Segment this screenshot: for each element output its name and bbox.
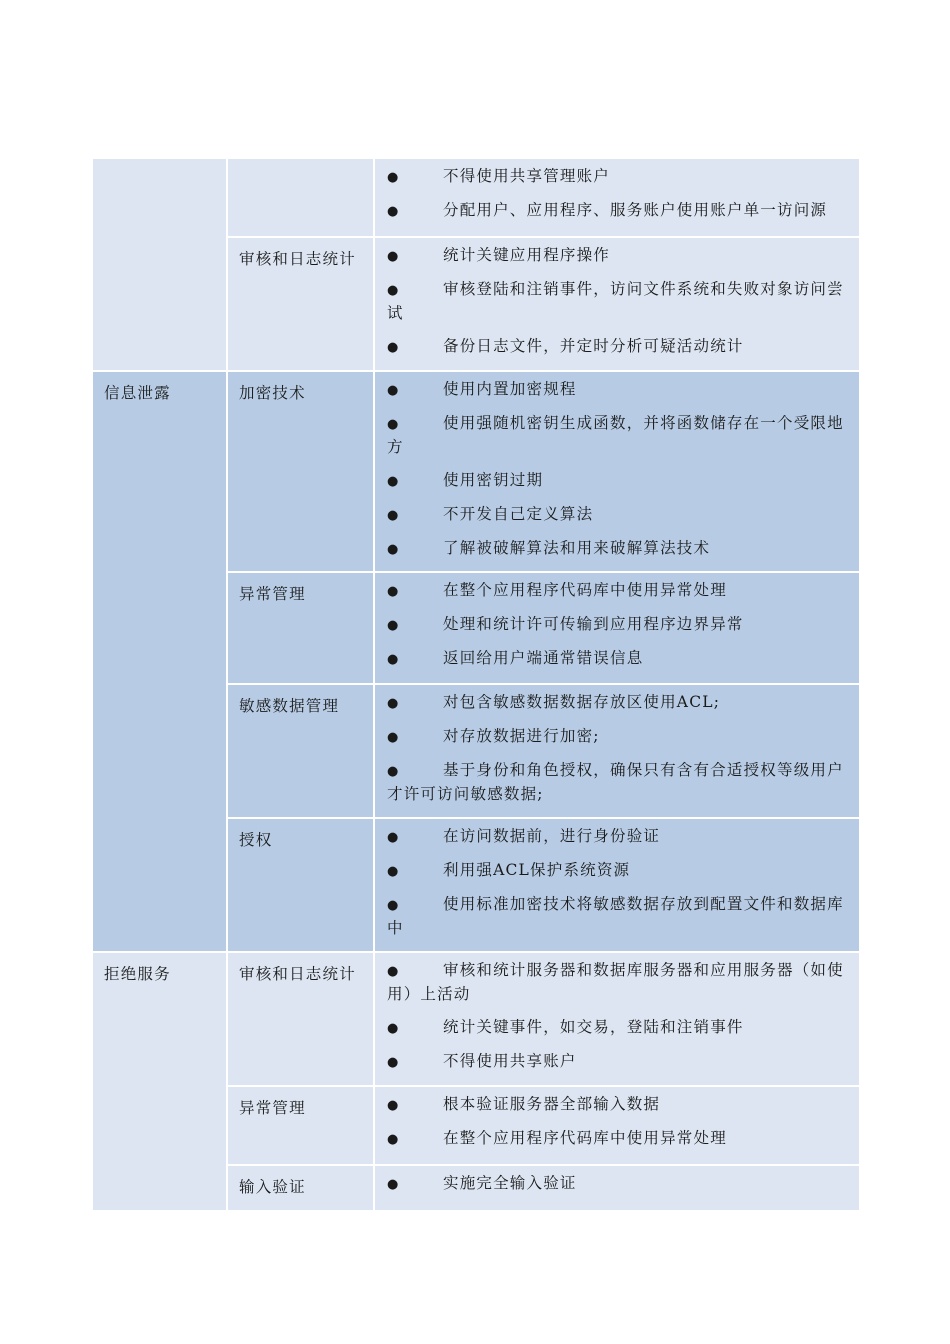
table-row xyxy=(92,371,860,572)
measure-item xyxy=(387,165,847,189)
measure-text: 统计关键应用程序操作 xyxy=(443,246,611,264)
bullet-icon: ● xyxy=(387,170,400,185)
bullet-icon: ● xyxy=(387,1177,400,1192)
measures-cell xyxy=(374,684,860,818)
bullet-icon: ● xyxy=(387,417,400,432)
category-cell xyxy=(227,158,374,237)
bullet-icon: ● xyxy=(387,830,400,845)
measure-text: 返回给用户端通常错误信息 xyxy=(443,649,644,667)
measure-item xyxy=(387,1050,847,1074)
measure-item xyxy=(387,859,847,883)
measure-text: 了解被破解算法和用来破解算法技术 xyxy=(443,539,711,557)
measure-item xyxy=(387,1093,847,1117)
measures-cell xyxy=(374,371,860,572)
measure-item xyxy=(387,199,847,223)
measure-text: 使用密钥过期 xyxy=(443,471,544,489)
category-cell: 审核和日志统计 xyxy=(227,952,374,1086)
measure-item xyxy=(387,244,847,268)
measure-item xyxy=(387,278,847,325)
measure-text: 基于身份和角色授权，确保只有含有合适授权等级用户才许可访问敏感数据; xyxy=(387,761,844,803)
bullet-icon: ● xyxy=(387,898,400,913)
bullet-icon: ● xyxy=(387,652,400,667)
bullet-icon: ● xyxy=(387,1055,400,1070)
table-body xyxy=(92,158,860,1211)
category-cell: 异常管理 xyxy=(227,572,374,684)
measure-text: 根本验证服务器全部输入数据 xyxy=(443,1095,661,1113)
table-row xyxy=(92,158,860,237)
measure-text: 在访问数据前，进行身份验证 xyxy=(443,827,661,845)
measure-item xyxy=(387,1127,847,1151)
bullet-icon: ● xyxy=(387,283,400,298)
measure-item xyxy=(387,335,847,359)
category-cell: 加密技术 xyxy=(227,371,374,572)
measure-text: 实施完全输入验证 xyxy=(443,1174,577,1192)
measure-text: 利用强ACL保护系统资源 xyxy=(443,861,631,879)
measure-text: 审核和统计服务器和数据库服务器和应用服务器（如使用）上活动 xyxy=(387,961,844,1003)
measures-cell xyxy=(374,158,860,237)
measure-text: 不得使用共享管理账户 xyxy=(443,167,611,185)
bullet-icon: ● xyxy=(387,474,400,489)
category-cell: 输入验证 xyxy=(227,1165,374,1211)
measure-text: 在整个应用程序代码库中使用异常处理 xyxy=(443,1129,727,1147)
measure-text: 使用强随机密钥生成函数，并将函数储存在一个受限地方 xyxy=(387,414,844,456)
bullet-icon: ● xyxy=(387,204,400,219)
measure-item xyxy=(387,691,847,715)
measure-item xyxy=(387,613,847,637)
measure-item xyxy=(387,503,847,527)
category-cell: 审核和日志统计 xyxy=(227,237,374,371)
bullet-icon: ● xyxy=(387,618,400,633)
measures-cell xyxy=(374,1165,860,1211)
measure-text: 对包含敏感数据数据存放区使用ACL; xyxy=(443,693,721,711)
measures-cell xyxy=(374,237,860,371)
measure-item xyxy=(387,1016,847,1040)
security-measures-table xyxy=(91,157,861,1212)
measure-text: 使用标准加密技术将敏感数据存放到配置文件和数据库中 xyxy=(387,895,844,937)
measure-item xyxy=(387,647,847,671)
bullet-icon: ● xyxy=(387,730,400,745)
measure-item xyxy=(387,378,847,402)
bullet-icon: ● xyxy=(387,864,400,879)
measures-cell xyxy=(374,952,860,1086)
measure-item xyxy=(387,469,847,493)
measures-cell xyxy=(374,1086,860,1165)
threat-cell: 信息泄露 xyxy=(92,371,227,952)
measure-text: 备份日志文件，并定时分析可疑活动统计 xyxy=(443,337,744,355)
measure-text: 对存放数据进行加密; xyxy=(443,727,600,745)
measure-text: 统计关键事件，如交易，登陆和注销事件 xyxy=(443,1018,744,1036)
bullet-icon: ● xyxy=(387,1098,400,1113)
bullet-icon: ● xyxy=(387,584,400,599)
measure-item xyxy=(387,537,847,561)
measure-text: 不得使用共享账户 xyxy=(443,1052,577,1070)
measure-text: 在整个应用程序代码库中使用异常处理 xyxy=(443,581,727,599)
bullet-icon: ● xyxy=(387,1021,400,1036)
measure-item xyxy=(387,959,847,1006)
threat-cell xyxy=(92,158,227,371)
measures-cell xyxy=(374,818,860,952)
bullet-icon: ● xyxy=(387,1132,400,1147)
bullet-icon: ● xyxy=(387,340,400,355)
table-row xyxy=(92,952,860,1086)
bullet-icon: ● xyxy=(387,764,400,779)
bullet-icon: ● xyxy=(387,696,400,711)
measure-item xyxy=(387,825,847,849)
bullet-icon: ● xyxy=(387,964,400,979)
measure-item xyxy=(387,893,847,940)
category-cell: 授权 xyxy=(227,818,374,952)
category-cell: 异常管理 xyxy=(227,1086,374,1165)
measure-text: 处理和统计许可传输到应用程序边界异常 xyxy=(443,615,744,633)
bullet-icon: ● xyxy=(387,383,400,398)
measure-text: 使用内置加密规程 xyxy=(443,380,577,398)
bullet-icon: ● xyxy=(387,508,400,523)
threat-cell: 拒绝服务 xyxy=(92,952,227,1211)
measure-item xyxy=(387,579,847,603)
measure-text: 分配用户、应用程序、服务账户使用账户单一访问源 xyxy=(443,201,828,219)
category-cell: 敏感数据管理 xyxy=(227,684,374,818)
measure-text: 不开发自己定义算法 xyxy=(443,505,594,523)
bullet-icon: ● xyxy=(387,249,400,264)
measure-text: 审核登陆和注销事件，访问文件系统和失败对象访问尝试 xyxy=(387,280,844,322)
measure-item xyxy=(387,412,847,459)
measure-item xyxy=(387,725,847,749)
bullet-icon: ● xyxy=(387,542,400,557)
measures-cell xyxy=(374,572,860,684)
measure-item xyxy=(387,1172,847,1196)
measure-item xyxy=(387,759,847,806)
